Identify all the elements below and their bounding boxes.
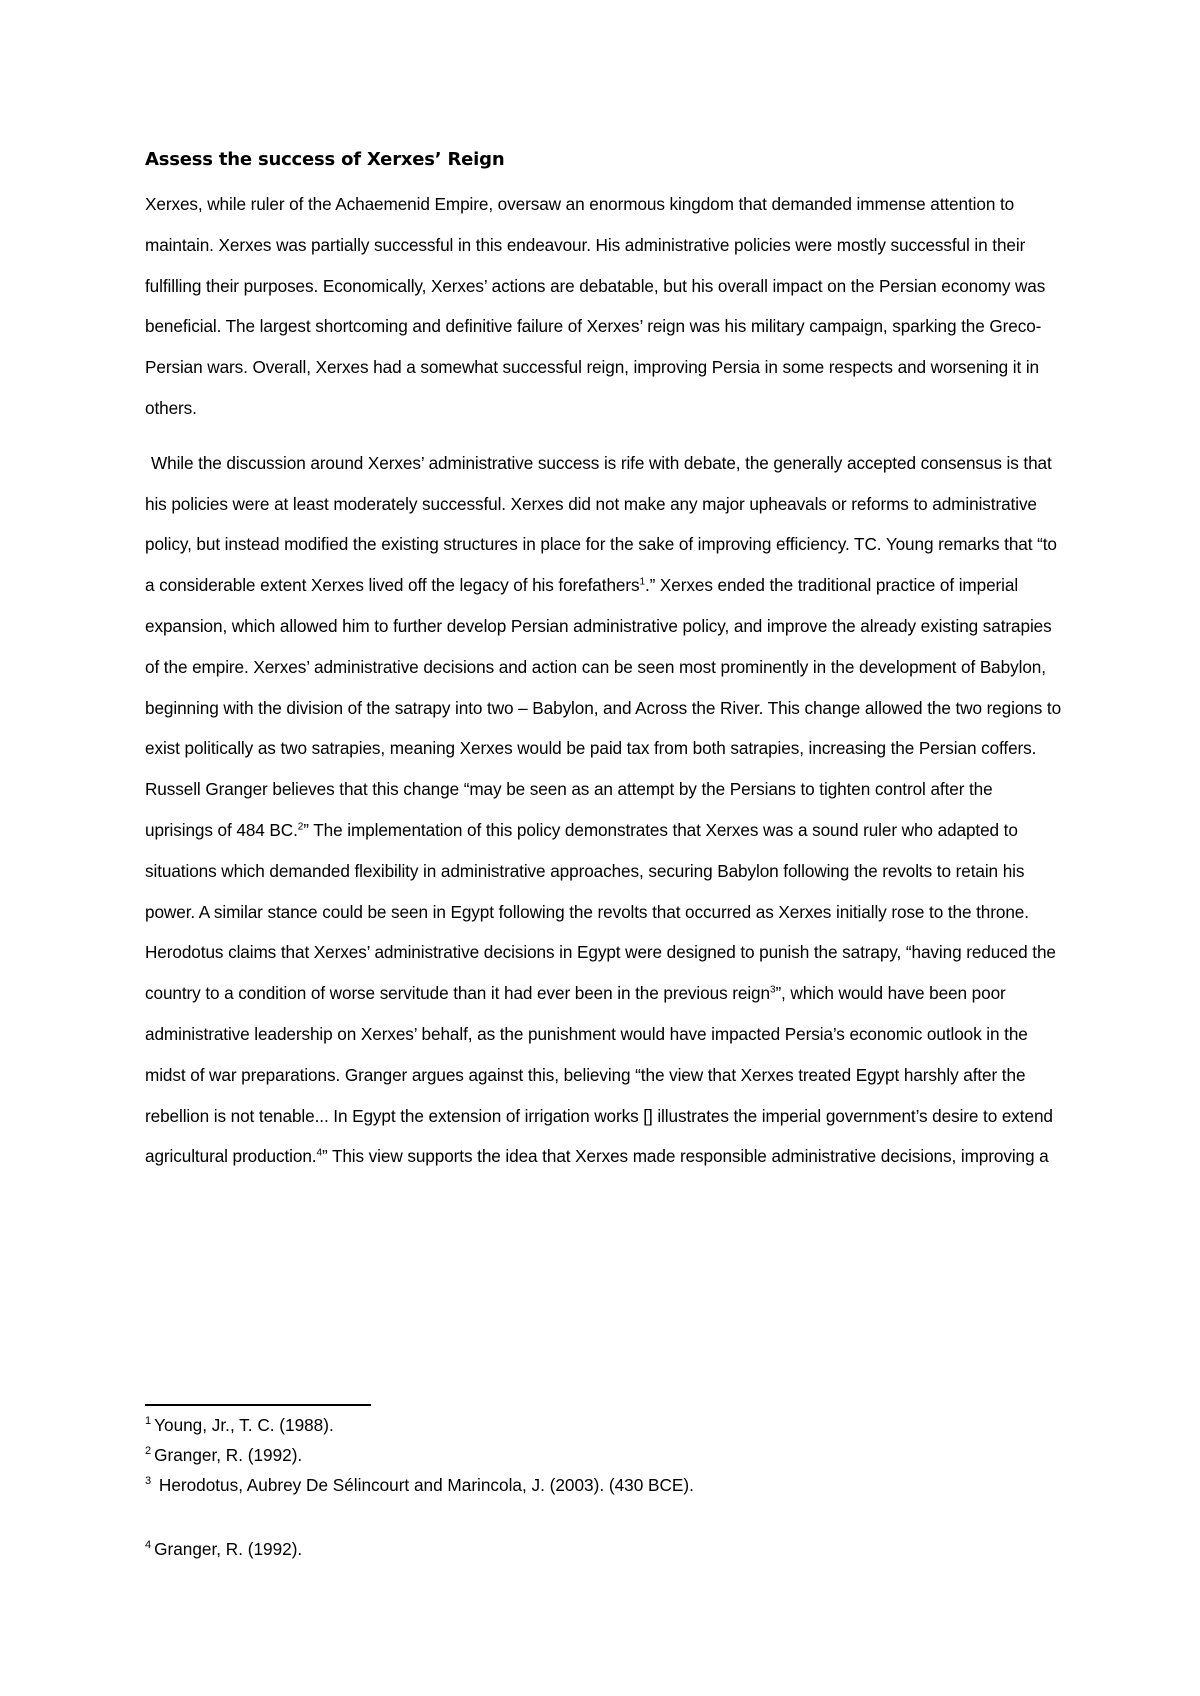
footnote-number: 3: [145, 1475, 152, 1488]
document-body: [145, 142, 1065, 1191]
footnote-text: Young, Jr., T. C. (1988).: [154, 1415, 334, 1435]
footnote-separator: [145, 1404, 371, 1406]
footnote-text: Herodotus, Aubrey De Sélincourt and Marincola, J. (2003). (430 BCE).: [154, 1475, 694, 1495]
paragraph-text-segment: While the discussion around Xerxes’ administrative success is rife with debate, the generally accepted consensus is that his policies were at least moderately successful. Xerxes did not make any major upheavals or reforms to administrative policy, but instead modified the existing structures in place for the sake of improving efficiency. TC. Young remarks that “to a considerable extent Xerxes lived off the legacy of his forefathers: [145, 452, 1057, 596]
footnote-number: 1: [145, 1415, 152, 1428]
footnote-reference[interactable]: 4: [316, 1147, 322, 1159]
footnote-item: [145, 1470, 1065, 1500]
footnote-text: Granger, R. (1992).: [154, 1539, 303, 1559]
paragraph-introduction: Xerxes, while ruler of the Achaemenid Empire, oversaw an enormous kingdom that demanded immense attention to maintain. Xerxes was partially successful in this endeavour. His administrative policies were mostly successful in their fulfilling their purposes. Economically, Xerxes’ actions are debatable, but his overall impact on the Persian economy was beneficial. The largest shortcoming and definitive failure of Xerxes’ reign was his military campaign, sparking the Greco-Persian wars. Overall, Xerxes had a somewhat successful reign, improving Persia in some respects and worsening it in others.: [145, 194, 1046, 418]
paragraph-text-segment: .” Xerxes ended the traditional practice of imperial expansion, which allowed him to further develop Persian administrative policy, and improve the already existing satrapies of the empire. Xerxes’ administrative decisions and action can be seen most prominently in the development of Babylon, beginning with the division of the satrapy into two – Babylon, and Across the River. This change allowed the two regions to exist politically as two satrapies, meaning Xerxes would be paid tax from both satrapies, increasing the Persian coffers. Russell Granger believes that this change “may be seen as an attempt by the Persians to tighten control after the uprisings of 484 BC.: [145, 575, 1062, 840]
footnote-reference[interactable]: 1: [639, 576, 645, 588]
footnote-reference[interactable]: 2: [297, 821, 304, 833]
footnote-number: 2: [145, 1445, 152, 1458]
paragraph-text-segment: ”, which would have been poor administrative leadership on Xerxes’ behalf, as the punishment would have impacted Persia’s economic outlook in the midst of war preparations. Granger argues against this, believing “the view that Xerxes treated Egypt harshly after the rebellion is not tenable... In Egypt the extension of irrigation works [] illustrates the imperial government’s desire to extend agricultural production.: [145, 983, 1053, 1167]
footnote-item: [145, 1440, 1065, 1470]
footnote-number: 4: [145, 1539, 152, 1552]
paragraph-text-segment: ” The implementation of this policy demonstrates that Xerxes was a sound ruler who adapted to situations which demanded flexibility in administrative approaches, securing Babylon following the revolts to retain his power. A similar stance could be seen in Egypt following the revolts that occurred as Xerxes initially rose to the throne. Herodotus claims that Xerxes’ administrative decisions in Egypt were designed to punish the satrapy, “having reduced the country to a condition of worse servitude than it had ever been in the previous reign: [145, 819, 1056, 1004]
paragraph-administration: [145, 443, 1065, 1177]
footnote-item: [145, 1410, 1065, 1440]
paragraph-text-segment: ” This view supports the idea that Xerxes made responsible administrative decisions, improving a: [321, 1146, 1049, 1167]
footnotes: [145, 1410, 1065, 1564]
footnote-item: [145, 1534, 1065, 1564]
document-title: Assess the success of Xerxes’ Reign: [145, 149, 505, 170]
footnote-reference[interactable]: 3: [769, 984, 776, 996]
footnote-text: Granger, R. (1992).: [154, 1445, 303, 1465]
